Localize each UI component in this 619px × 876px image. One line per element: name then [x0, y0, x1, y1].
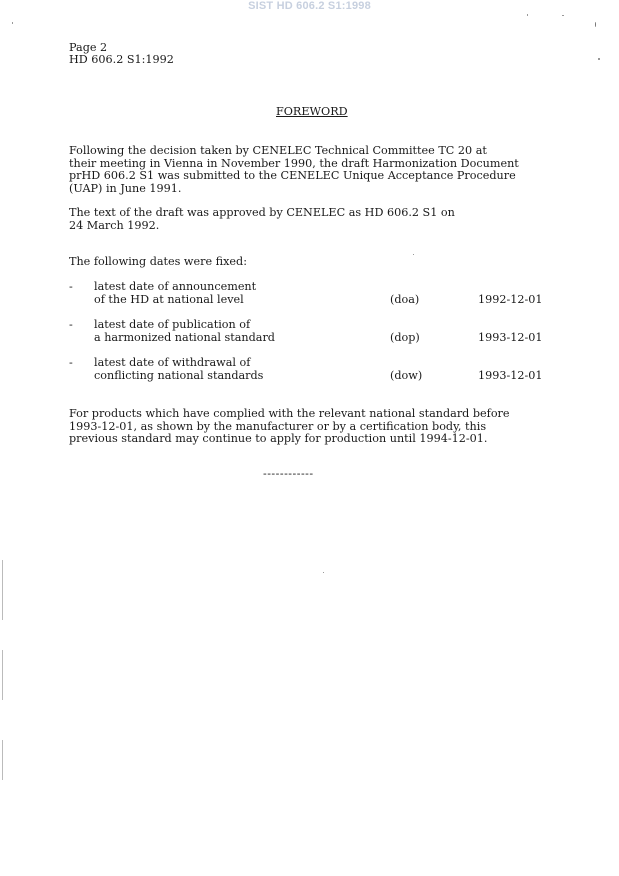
date-item-description: latest date of announcement: [94, 280, 257, 293]
page-number: Page 2: [69, 41, 108, 54]
scan-speck: [527, 14, 528, 16]
date-value: 1993-12-01: [478, 331, 543, 344]
paragraph-line: prHD 606.2 S1 was submitted to the CENELEC Unique Acceptance Procedure: [69, 169, 516, 182]
scan-speck: [12, 22, 13, 24]
date-item-description: latest date of publication of: [94, 318, 251, 331]
date-item-description: a harmonized national standard: [94, 331, 275, 344]
watermark: SIST HD 606.2 S1:1998: [248, 0, 371, 12]
scan-speck: [595, 22, 596, 27]
list-bullet: -: [69, 280, 73, 293]
scan-speck: [323, 572, 324, 573]
page-title: FOREWORD: [276, 105, 348, 118]
date-item-description: of the HD at national level: [94, 293, 244, 306]
paragraph-line: (UAP) in June 1991.: [69, 181, 182, 195]
date-item-description: conflicting national standards: [94, 369, 264, 382]
paragraph-line: 24 March 1992.: [69, 218, 160, 232]
date-code: (dop): [390, 331, 420, 344]
date-value: 1992-12-01: [478, 293, 543, 306]
paragraph-1: [69, 145, 519, 195]
scan-edge-line: [2, 560, 3, 620]
document-reference: HD 606.2 S1:1992: [69, 53, 174, 66]
scan-speck: [562, 15, 564, 16]
paragraph-line: 1993-12-01, as shown by the manufacturer or by a certification body, this: [69, 419, 487, 433]
paragraph-line: their meeting in Vienna in November 1990, the draft Harmonization Document: [69, 156, 519, 170]
paragraph-line: The text of the draft was approved by CENELEC as HD 606.2 S1 on: [69, 206, 455, 219]
scan-speck: [413, 254, 414, 255]
date-code: (dow): [390, 369, 423, 382]
end-separator: ------------: [263, 467, 314, 480]
paragraph-line: For products which have complied with the relevant national standard before: [69, 407, 510, 420]
paragraph-line: Following the decision taken by CENELEC Technical Committee TC 20 at: [69, 144, 487, 157]
list-bullet: -: [69, 318, 73, 331]
paragraph-line: previous standard may continue to apply for production until 1994-12-01.: [69, 432, 488, 445]
date-code: (doa): [390, 293, 420, 306]
scan-edge-line: [2, 740, 3, 780]
list-bullet: -: [69, 356, 73, 369]
dates-intro: The following dates were fixed:: [69, 255, 247, 268]
scan-edge-line: [2, 650, 3, 700]
date-value: 1993-12-01: [478, 369, 543, 382]
paragraph-3: [69, 408, 510, 446]
paragraph-2: [69, 207, 455, 232]
scan-speck: [598, 58, 600, 60]
date-item-description: latest date of withdrawal of: [94, 356, 251, 369]
